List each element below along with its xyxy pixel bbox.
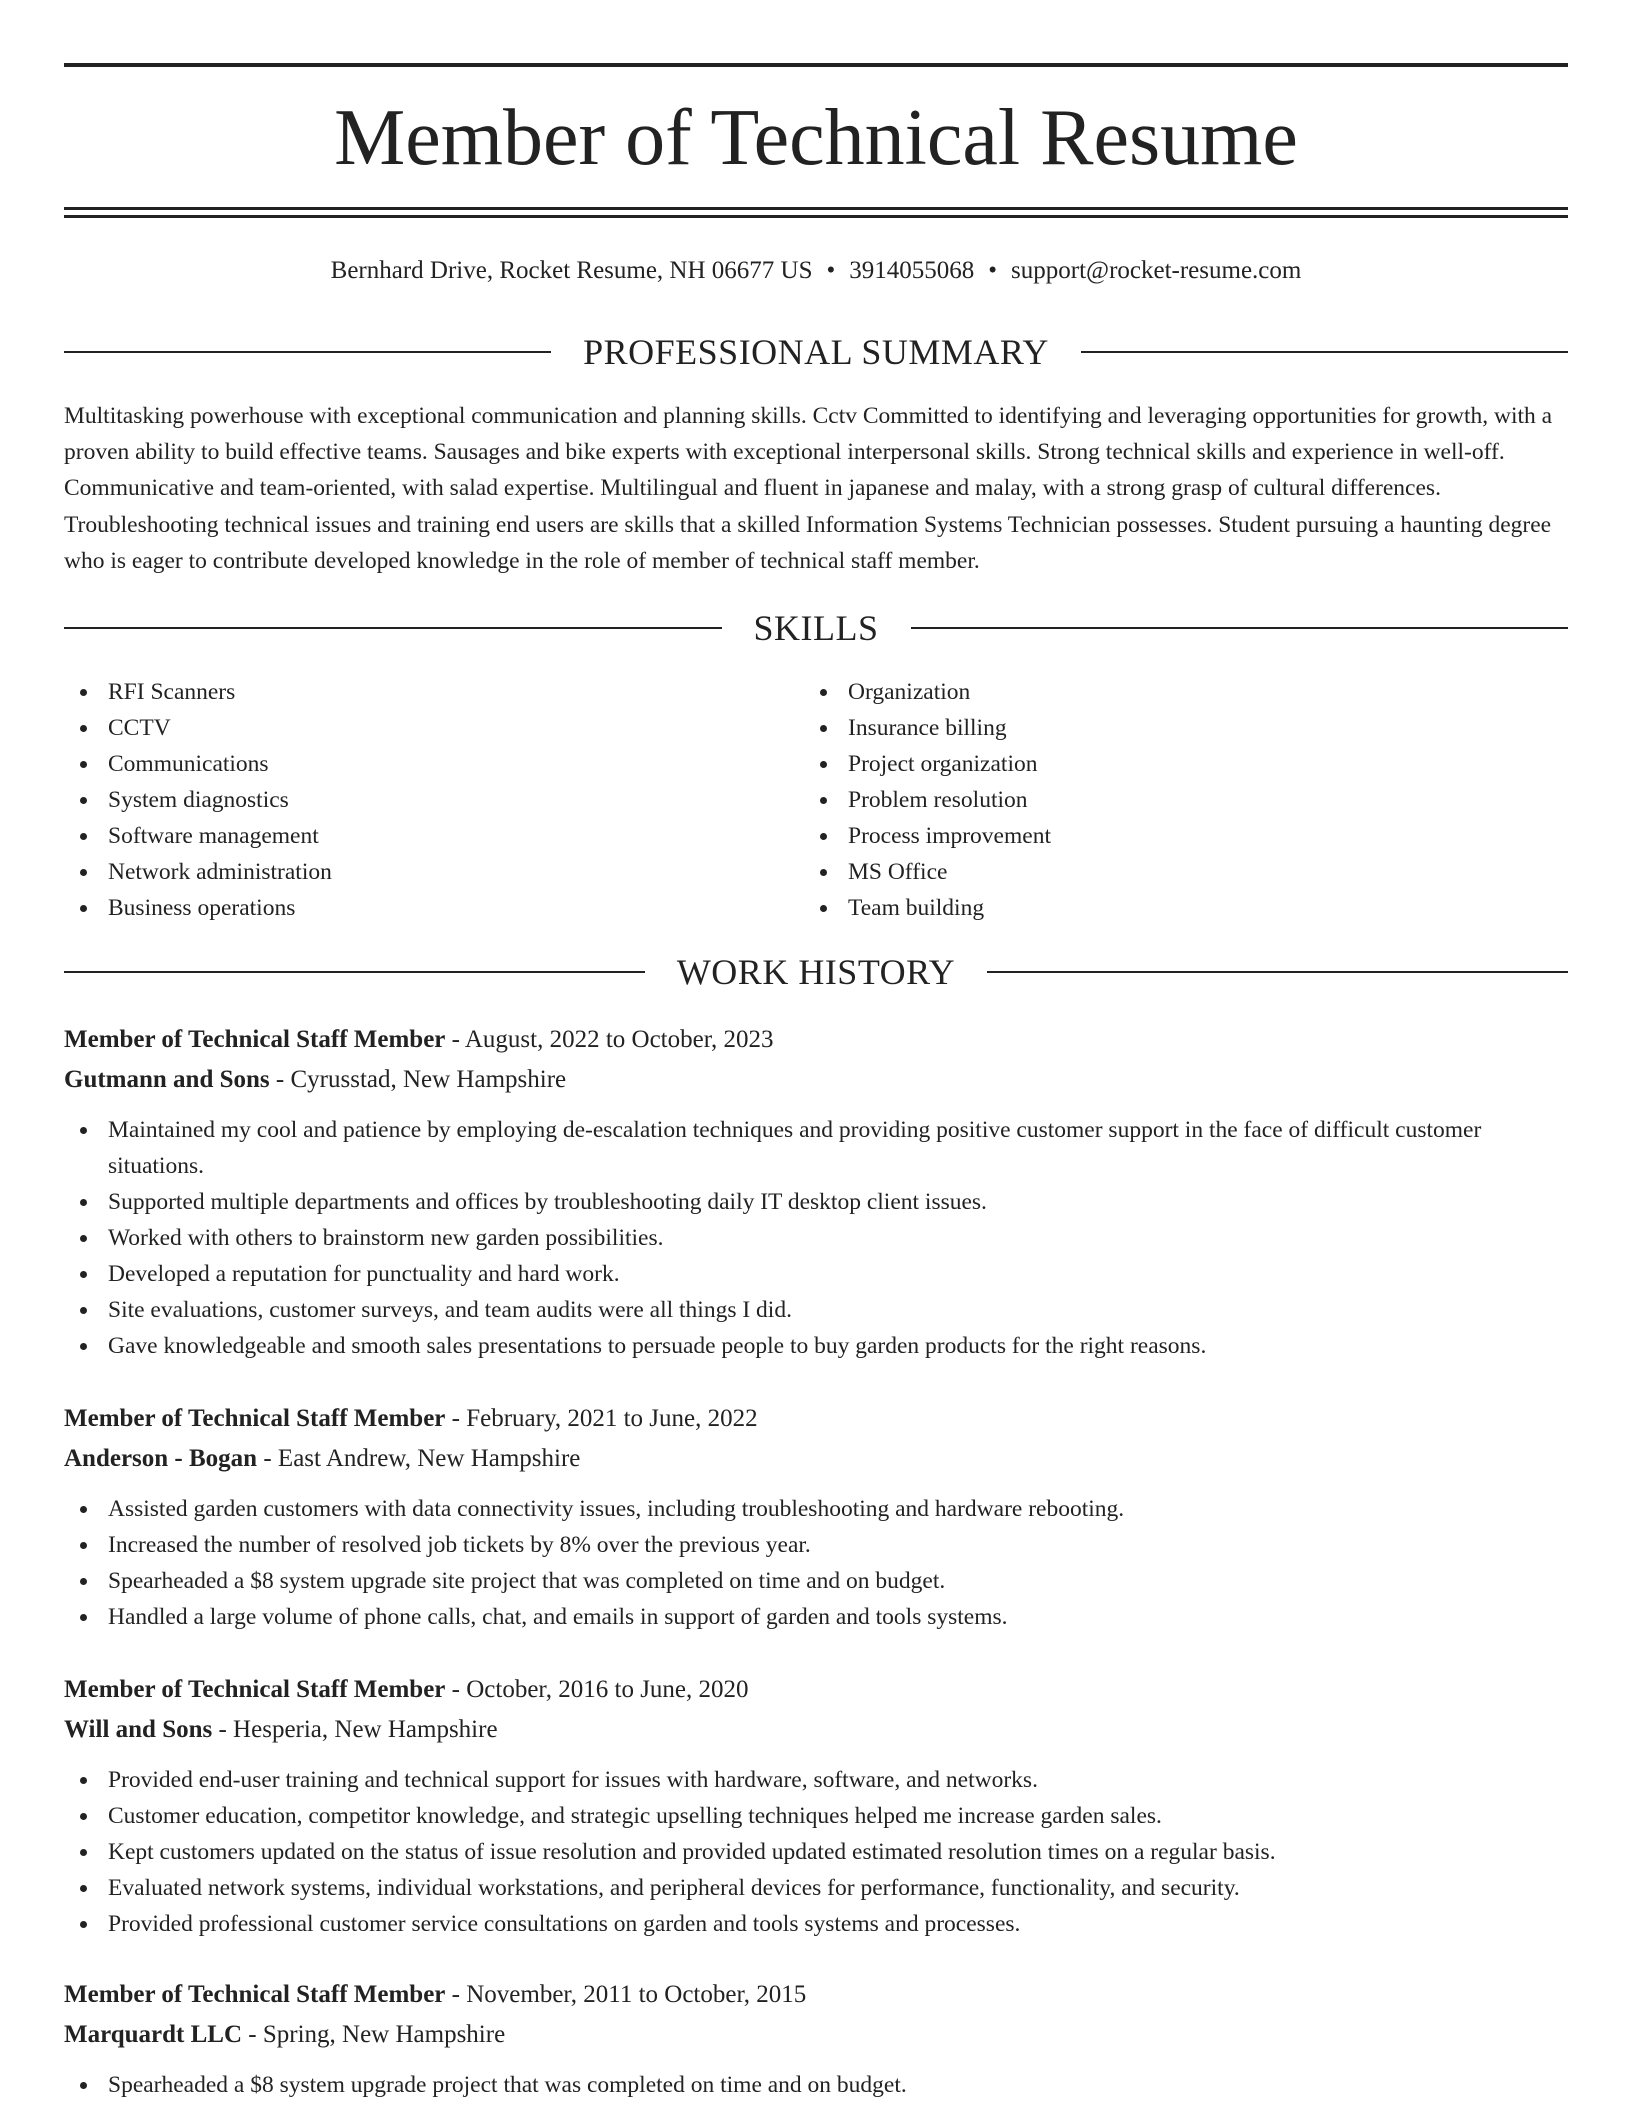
skill-item: CCTV [64, 710, 804, 746]
job-bullet: Site evaluations, customer surveys, and team audits were all things I did. [64, 1292, 1568, 1328]
skill-item: Problem resolution [804, 782, 1544, 818]
summary-heading [64, 330, 1568, 374]
job-bullet: Maintained my cool and patience by employing de-escalation techniques and providing positive customer support in the face of difficult customer situations. [64, 1112, 1568, 1184]
skill-item: Software management [64, 818, 804, 854]
resume-title: Member of Technical Resume [334, 94, 1298, 182]
job-entry [64, 1020, 1568, 1364]
skill-item: Communications [64, 746, 804, 782]
job-bullet: Evaluated network systems, individual workstations, and peripheral devices for performance, functionality, and security. [64, 1870, 1568, 1906]
work-history-heading [64, 950, 1568, 994]
heading-rule-right [987, 971, 1568, 973]
job-title: Member of Technical Staff Member [64, 1981, 446, 2008]
job-company: Anderson - Bogan [64, 1445, 258, 1472]
job-bullet: Worked with others to brainstorm new garden possibilities. [64, 1220, 1568, 1256]
job-entry [64, 1670, 1568, 1942]
job-bullets [64, 1491, 1568, 1635]
job-entry [64, 1975, 1568, 2103]
job-dates: - August, 2022 to October, 2023 [445, 1026, 774, 1053]
job-bullet: Spearheaded a $8 system upgrade project that was completed on time and on budget. [64, 2067, 1568, 2103]
skills-column-left [64, 674, 804, 926]
title-rule-lower [64, 215, 1568, 218]
skill-item: MS Office [804, 854, 1544, 890]
heading-rule-left [64, 627, 722, 629]
job-company: Will and Sons [64, 1716, 213, 1743]
job-bullets [64, 1762, 1568, 1942]
job-title-line [64, 1020, 1568, 1060]
skill-item: Organization [804, 674, 1544, 710]
job-title-line [64, 1399, 1568, 1439]
job-bullet: Assisted garden customers with data connectivity issues, including troubleshooting and hardware rebooting. [64, 1491, 1568, 1527]
skill-item: Process improvement [804, 818, 1544, 854]
job-title: Member of Technical Staff Member [64, 1026, 446, 1053]
job-company-line [64, 1060, 1568, 1100]
job-bullet: Gave knowledgeable and smooth sales presentations to persuade people to buy garden products for the right reasons. [64, 1328, 1568, 1364]
job-bullet: Supported multiple departments and offices by troubleshooting daily IT desktop client issues. [64, 1184, 1568, 1220]
skills-heading-label: SKILLS [753, 608, 879, 648]
job-title-line [64, 1975, 1568, 2015]
skills-heading [64, 606, 1568, 650]
job-bullet: Increased the number of resolved job tickets by 8% over the previous year. [64, 1527, 1568, 1563]
contact-separator: • [826, 257, 836, 284]
job-location: - Spring, New Hampshire [242, 2021, 506, 2048]
job-title-line [64, 1670, 1568, 1710]
contact-email: support@rocket-resume.com [1011, 257, 1302, 284]
job-dates: - October, 2016 to June, 2020 [445, 1676, 749, 1703]
skill-item: Business operations [64, 890, 804, 926]
contact-separator: • [988, 257, 998, 284]
job-location: - Cyrusstad, New Hampshire [269, 1066, 567, 1093]
job-entry [64, 1399, 1568, 1635]
job-bullet: Spearheaded a $8 system upgrade site project that was completed on time and on budget. [64, 1563, 1568, 1599]
job-dates: - February, 2021 to June, 2022 [445, 1405, 758, 1432]
heading-rule-left [64, 351, 551, 353]
summary-text: Multitasking powerhouse with exceptional communication and planning skills. Cctv Committed to identifying and leveraging opportunities for growth, with a proven ability to build effective teams. Sausages and bike experts with exceptional interpersonal skills. Strong technical skills and experience in well-off. Communicative and team-oriented, with salad expertise. Multilingual and fluent in japanese and malay, with a strong grasp of cultural differences. Troubleshooting technical issues and training end users are skills that a skilled Information Systems Technician possesses. Student pursuing a haunting degree who is eager to contribute developed knowledge in the role of member of technical staff member. [64, 403, 1553, 574]
skill-item: Insurance billing [804, 710, 1544, 746]
job-company-line [64, 1439, 1568, 1479]
job-location: - East Andrew, New Hampshire [257, 1445, 581, 1472]
job-location: - Hesperia, New Hampshire [212, 1716, 498, 1743]
job-company-line [64, 1710, 1568, 1750]
skill-item: RFI Scanners [64, 674, 804, 710]
skill-item: System diagnostics [64, 782, 804, 818]
job-bullet: Developed a reputation for punctuality and hard work. [64, 1256, 1568, 1292]
top-rule [64, 63, 1568, 67]
work-history-heading-label: WORK HISTORY [676, 952, 956, 992]
job-bullets [64, 1112, 1568, 1364]
contact-address: Bernhard Drive, Rocket Resume, NH 06677 US [330, 257, 813, 284]
summary-heading-label: PROFESSIONAL SUMMARY [583, 332, 1049, 372]
skill-item: Network administration [64, 854, 804, 890]
heading-rule-left [64, 971, 645, 973]
job-company: Marquardt LLC [64, 2021, 243, 2048]
skill-item: Team building [804, 890, 1544, 926]
job-dates: - November, 2011 to October, 2015 [445, 1981, 807, 2008]
job-bullet: Kept customers updated on the status of issue resolution and provided updated estimated resolution times on a regular basis. [64, 1834, 1568, 1870]
skill-item: Project organization [804, 746, 1544, 782]
heading-rule-right [1081, 351, 1568, 353]
job-bullet: Provided professional customer service consultations on garden and tools systems and processes. [64, 1906, 1568, 1942]
job-title: Member of Technical Staff Member [64, 1405, 446, 1432]
job-company-line [64, 2015, 1568, 2055]
job-title: Member of Technical Staff Member [64, 1676, 446, 1703]
heading-rule-right [911, 627, 1569, 629]
job-bullets [64, 2067, 1568, 2103]
title-rule-upper [64, 207, 1568, 210]
job-bullet: Handled a large volume of phone calls, chat, and emails in support of garden and tools systems. [64, 1599, 1568, 1635]
job-bullet: Provided end-user training and technical support for issues with hardware, software, and networks. [64, 1762, 1568, 1798]
skills-column-right [804, 674, 1544, 926]
skills-list [64, 674, 1568, 926]
contact-line [64, 253, 1568, 289]
contact-phone: 3914055068 [849, 257, 975, 284]
job-company: Gutmann and Sons [64, 1066, 270, 1093]
job-bullet: Customer education, competitor knowledge, and strategic upselling techniques helped me increase garden sales. [64, 1798, 1568, 1834]
